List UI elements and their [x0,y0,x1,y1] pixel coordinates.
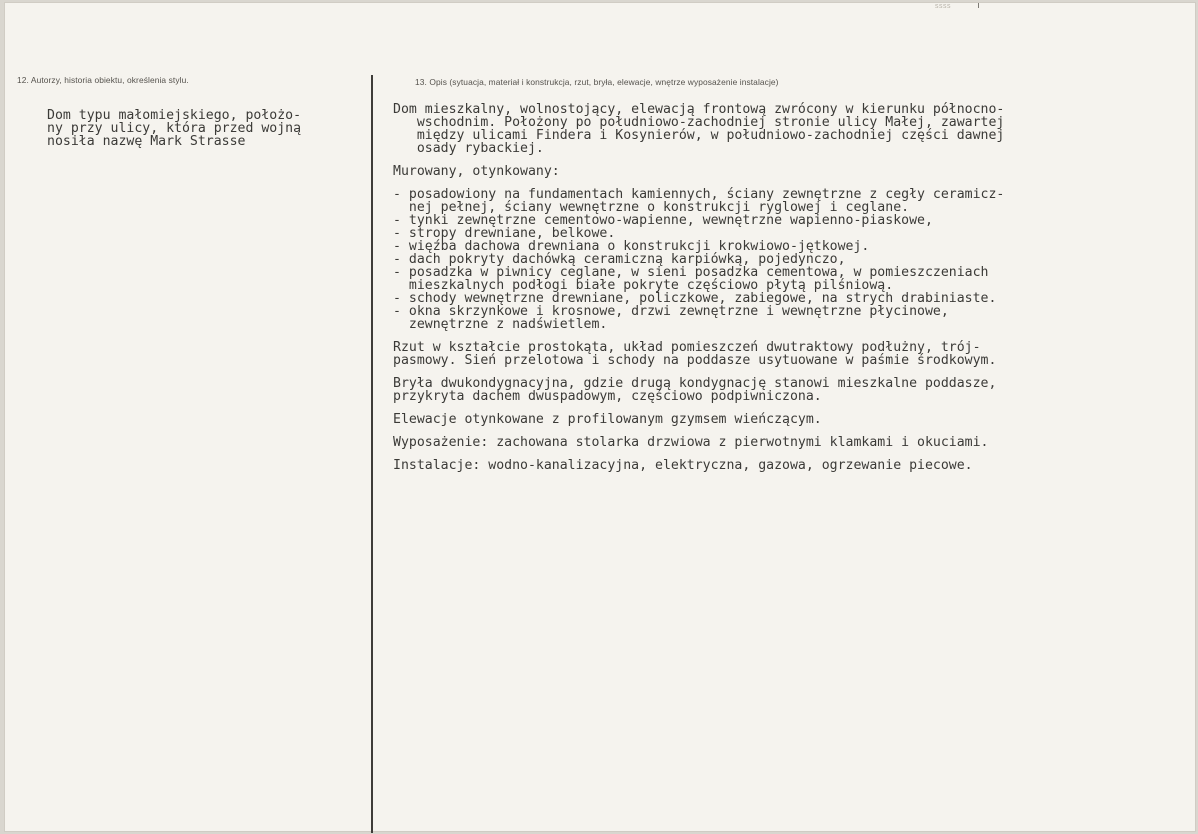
materials-line: - schody wewnętrzne drewniane, policzkowe, zabiegowe, na strych drabiniaste. [393,291,997,306]
installations-line: Instalacje: wodno-kanalizacyjna, elektryczna, gazowa, ogrzewanie piecowe. [393,458,973,473]
description-line: Dom mieszkalny, wolnostojący, elewacją frontową zwrócony w kierunku północno- [393,102,1005,117]
materials-line: - posadowiony na fundamentach kamiennych, ściany zewnętrzne z cegły ceramicz- [393,187,1005,202]
materials-line: - więźba dachowa drewniana o konstrukcji krokwiowo-jętkowej. [393,239,870,254]
record-card-sheet [4,2,1196,832]
plan-line: Rzut w kształcie prostokąta, układ pomieszczeń dwutraktowy podłużny, trój- [393,340,981,355]
materials-intro: Murowany, otynkowany: [393,164,560,179]
equipment-line: Wyposażenie: zachowana stolarka drzwiowa z pierwotnymi klamkami i okuciami. [393,435,989,450]
elevations-line: Elewacje otynkowane z profilowanym gzymsem wieńczącym. [393,412,822,427]
right-column-header: 13. Opis (sytuacja, materiał i konstrukcja, rzut, bryła, elewacje, wnętrze wyposażenie instalacje) [415,77,779,87]
massing-line: przykryta dachem dwuspadowym, częściowo podpiwniczona. [393,389,822,404]
materials-line: nej pełnej, ściany wewnętrzne o konstrukcji ryglowej i ceglane. [393,200,910,215]
materials-line: - dach pokryty dachówką ceramiczną karpiówką, pojedynczo, [393,252,846,267]
right-column-text [393,103,1004,472]
description-line: między ulicami Findera i Kosynierów, w południowo-zachodniej części dawnej [393,128,1005,143]
materials-line: - posadzka w piwnicy ceglane, w sieni posadzka cementowa, w pomieszczeniach [393,265,989,280]
description-line: osady rybackiej. [393,141,544,156]
top-faint-mark: ѕѕѕѕ [935,3,951,10]
plan-line: pasmowy. Sień przelotowa i schody na poddasze usytuowane w paśmie środkowym. [393,353,997,368]
massing-line: Bryła dwukondygnacyjna, gdzie drugą kondygnację stanowi mieszkalne poddasze, [393,376,997,391]
left-column-text [47,109,301,148]
top-tick-mark [978,3,979,8]
materials-line: - stropy drewniane, belkowe. [393,226,616,241]
left-column-header: 12. Autorzy, historia obiektu, określenia stylu. [17,75,189,85]
materials-line: - okna skrzynkowe i krosnowe, drzwi zewnętrzne i wewnętrzne płycinowe, [393,304,949,319]
description-line: wschodnim. Położony po południowo-zachodniej stronie ulicy Małej, zawartej [393,115,1005,130]
materials-line: - tynki zewnętrzne cementowo-wapienne, wewnętrzne wapienno-piaskowe, [393,213,933,228]
materials-line: mieszkalnych podłogi białe pokryte częściowo płytą pilśniową. [393,278,894,293]
materials-line: zewnętrzne z nadświetlem. [393,317,608,332]
left-line: nosiła nazwę Mark Strasse [47,134,246,149]
left-line: Dom typu małomiejskiego, położo- [47,108,302,123]
column-divider [371,75,373,833]
left-line: ny przy ulicy, która przed wojną [47,121,302,136]
